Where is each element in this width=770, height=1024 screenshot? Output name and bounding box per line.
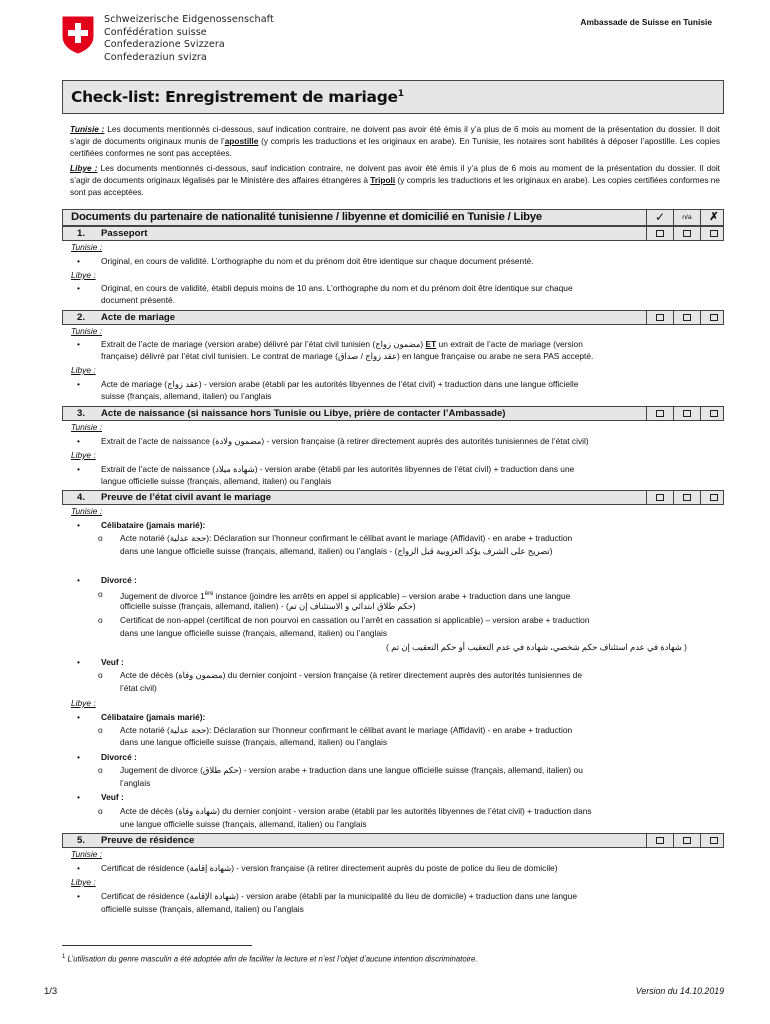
status-heading: Veuf : [101,792,124,802]
intro-tunisie [70,124,720,159]
sub-item: Certificat de non-appel (certificat de non pourvoi en cassation ou l’arrêt en cassation si applicable) – version arabe + traduction [120,615,590,625]
footnote-number: 1 [62,954,66,960]
list-item-cont: suisse (français, allemand, italien) ou l’anglais [101,391,272,401]
section-preuve-etat-civil [62,490,724,505]
sub-item-cont: l’état civil) [120,683,157,693]
cross-column-icon: ✗ [700,210,727,225]
bullet: • [77,520,80,530]
checkbox-na[interactable] [673,834,700,847]
bullet: • [77,283,80,293]
sub-item-cont: dans une langue officielle suisse (français, allemand, italien) ou l’anglais [120,737,388,747]
checkbox-no[interactable] [700,311,727,324]
footnote-text: L’utilisation du genre masculin a été adoptée afin de faciliter la lecture et n’est l’objet d’aucune intention discriminatoire. [65,954,478,964]
page-title-text: Check-list: Enregistrement de mariage [71,88,398,106]
checkbox-no[interactable] [700,834,727,847]
country-label-tunisie: Tunisie : [71,242,103,252]
list-item: Extrait de l’acte de naissance (مضمون ولادة) - version française (à retirer directement auprès des autorités tunisiennes de l’état civil) [101,436,589,446]
list-item-text: Extrait de l’acte de mariage (version arabe) délivré par l’état civil tunisien (مضمون زواج) [101,339,426,349]
confederation-names [104,14,274,64]
section-acte-mariage [62,310,724,325]
confed-rm: Confederaziun svizra [104,51,207,63]
sub-bullet: o [98,670,103,680]
sub-item: Acte notarié (حجة عدلية): Déclaration sur l’honneur confirmant le célibat avant le mariage (Affidavit) - en arabe + traduction [120,725,573,735]
section-passeport [62,226,724,241]
bullet: • [77,712,80,722]
list-item-text: un extrait de l’acte de mariage (version [436,339,583,349]
check-column-icon: ✓ [646,210,673,225]
section-number: 3. [77,408,86,419]
page-number: 1/3 [44,986,58,997]
apostille-word: apostille [224,135,259,146]
sub-bullet: o [98,725,103,735]
bullet: • [77,752,80,762]
checkbox-no[interactable] [700,491,727,504]
country-label-libye: Libye : [71,270,96,280]
sub-bullet: o [98,765,103,775]
ordinal-sup: ère [204,591,214,597]
checkbox-na[interactable] [673,491,700,504]
na-column-label: n/a [673,210,700,225]
status-heading: Divorcé : [101,575,137,585]
country-label-tunisie: Tunisie : [71,506,103,516]
sub-item-cont: une langue officielle suisse (français, allemand, italien) ou l’anglais [120,819,367,829]
checkbox-na[interactable] [673,407,700,420]
checkbox-yes[interactable] [646,227,673,240]
list-item-cont: officielle suisse (français, allemand, italien) ou l’anglais [101,904,304,914]
intro-tunisie-text-2: (y compris les traductions et les originaux en arabe). En Tunisie, les notaires sont habilités à déposer l’apostille. Les copies certifiées conformes ne sont pas acceptées. [70,135,720,158]
checkbox-no[interactable] [700,407,727,420]
list-item: Certificat de résidence (شهادة الإقامة) - version arabe (établi par la municipalité du lieu de domicile) + traduction dans une langue [101,891,577,901]
version-label: Version du 14.10.2019 [635,986,724,996]
page-title [71,88,404,106]
section-number: 2. [77,312,86,323]
intro-libye [70,163,720,198]
section-title: Preuve de l’état civil avant le mariage [101,492,272,503]
embassy-name: Ambassade de Suisse en Tunisie [580,17,712,27]
bullet: • [77,863,80,873]
list-item-cont: française) délivré par l’état civil tunisien. Le contrat de mariage (عقد زواج / صداق) en langue française ou arabe ne sera PAS accepté. [101,351,594,361]
country-label-libye: Libye : [71,698,96,708]
country-label-tunisie: Tunisie : [71,849,103,859]
intro-libye-text-2: (y compris les traductions et les originaux en arabe). Les copies certifiées conformes ne sont pas acceptées. [70,174,721,197]
libye-label: Libye : [70,163,98,173]
checkbox-na[interactable] [673,311,700,324]
confed-fr: Confédération suisse [104,26,207,38]
country-label-tunisie: Tunisie : [71,422,103,432]
list-item-cont: document présenté. [101,295,176,305]
list-item: Certificat de résidence (شهادة إقامة) - version française (à retirer directement auprès du poste de police du lieu de domicile) [101,863,558,873]
bullet: • [77,792,80,802]
country-label-libye: Libye : [71,877,96,887]
checkbox-yes[interactable] [646,407,673,420]
section-number: 5. [77,835,86,846]
sub-bullet: o [98,615,103,625]
sub-item-arabic: ( شهادة في عدم استئناف حكم شخصي، شهادة في عدم التعقيب أو حكم التعقيب إن تم ) [386,642,687,652]
bullet: • [77,256,80,266]
section-number: 1. [77,228,86,239]
section-title: Acte de naissance (si naissance hors Tunisie ou Libye, prière de contacter l’Ambassade) [101,408,506,419]
sub-bullet: o [98,589,103,599]
sub-item: Acte de décès (مضمون وفاة) du dernier conjoint - version française (à retirer directement auprès des autorités tunisiennes de [120,670,582,680]
confed-it: Confederazione Svizzera [104,39,225,51]
section-title: Acte de mariage [101,312,176,323]
tripoli-word: Tripoli [370,174,396,185]
sub-item-text: Jugement de divorce 1 [120,590,205,601]
footnote [62,954,478,964]
bullet: • [77,436,80,446]
footnote-divider [62,945,252,946]
country-label-tunisie: Tunisie : [71,326,103,336]
list-item [101,339,583,351]
sub-item-cont: dans une langue officielle suisse (français, allemand, italien) ou l’anglais - (تصريح على الشرف يؤكد العزوبية قبل الزواج) [120,546,553,556]
list-item: Original, en cours de validité. L’orthographe du nom et du prénom doit être identique sur chaque document présenté. [101,256,534,266]
status-heading: Veuf : [101,657,124,667]
swiss-coat-of-arms-icon [62,16,94,54]
list-item: Extrait de l’acte de naissance (شهادة ميلاد) - version arabe (établi par les autorités libyennes de l’état civil) + traduction dans une [101,464,575,474]
sub-item: Jugement de divorce (حكم طلاق) - version arabe + traduction dans une langue officielle suisse (français, allemand, italien) ou [120,765,583,775]
sub-item-text: instance (joindre les arrêts en appel si applicable) – version arabe + traduction dans une langue [213,590,571,601]
checkbox-yes[interactable] [646,491,673,504]
section-preuve-residence [62,833,724,848]
list-item: Original, en cours de validité, établi depuis moins de 10 ans. L’orthographe du nom et du prénom doit être identique sur chaque [101,283,573,293]
bullet: • [77,891,80,901]
et-word: ET [425,339,437,349]
status-heading: Célibataire (jamais marié): [101,712,206,722]
tunisie-label: Tunisie : [70,124,105,134]
bullet: • [77,464,80,474]
checkbox-yes[interactable] [646,834,673,847]
bullet: • [77,575,80,585]
checklist-header [62,209,724,226]
bullet: • [77,657,80,667]
bullet: • [77,339,80,349]
checkbox-no[interactable] [700,227,727,240]
footnote-ref: 1 [397,88,404,99]
sub-item: Acte de décès (شهادة وفاة) du dernier conjoint - version arabe (établi par les autorités libyennes de l’état civil) + traduction dans [120,806,592,816]
intro-libye-text-1: Les documents mentionnés ci-dessous, sauf indication contraire, ne doivent pas avoir été émis il y’a plus de 6 mois au moment de la présentation du dossier. Il doit s’agir de documents originaux légalisés par le Ministère des affaires étrangères à [70,163,720,185]
sub-bullet: o [98,806,103,816]
sub-item-cont: dans une langue officielle suisse (français, allemand, italien) ou l’anglais [120,628,388,638]
section-title: Preuve de résidence [101,835,195,846]
document-header [62,14,712,68]
intro-tunisie-text-1: Les documents mentionnés ci-dessous, sauf indication contraire, ne doivent pas avoir été émis il y’a plus de 6 mois au moment de la présentation du dossier. Il doit s’agir de documents originaux munis de l’ [70,124,720,146]
section-number: 4. [77,492,86,503]
checkbox-yes[interactable] [646,311,673,324]
sub-bullet: o [98,533,103,543]
confed-de: Schweizerische Eidgenossenschaft [104,14,274,25]
sub-item-cont: officielle suisse (français, allemand, italien) - (حكم طلاق ابتدائي و الاستئناف إن تم) [120,601,416,611]
list-item: Acte de mariage (عقد زواج) - version arabe (établi par les autorités libyennes de l’état civil) + traduction dans une langue officielle [101,379,579,389]
checklist-header-title: Documents du partenaire de nationalité tunisienne / libyenne et domicilié en Tunisie / Libye [71,211,543,223]
title-box [62,80,724,114]
list-item-cont: langue officielle suisse (français, allemand, italien) ou l’anglais [101,476,332,486]
country-label-libye: Libye : [71,365,96,375]
sub-item: Acte notarié (حجة عدلية): Déclaration sur l’honneur confirmant le célibat avant le mariage (Affidavit) - en arabe + traduction [120,533,573,543]
status-heading: Célibataire (jamais marié): [101,520,206,530]
bullet: • [77,379,80,389]
checkbox-na[interactable] [673,227,700,240]
status-heading: Divorcé : [101,752,137,762]
section-title: Passeport [101,228,148,239]
section-acte-naissance [62,406,724,421]
sub-item-cont: l’anglais [120,778,151,788]
country-label-libye: Libye : [71,450,96,460]
